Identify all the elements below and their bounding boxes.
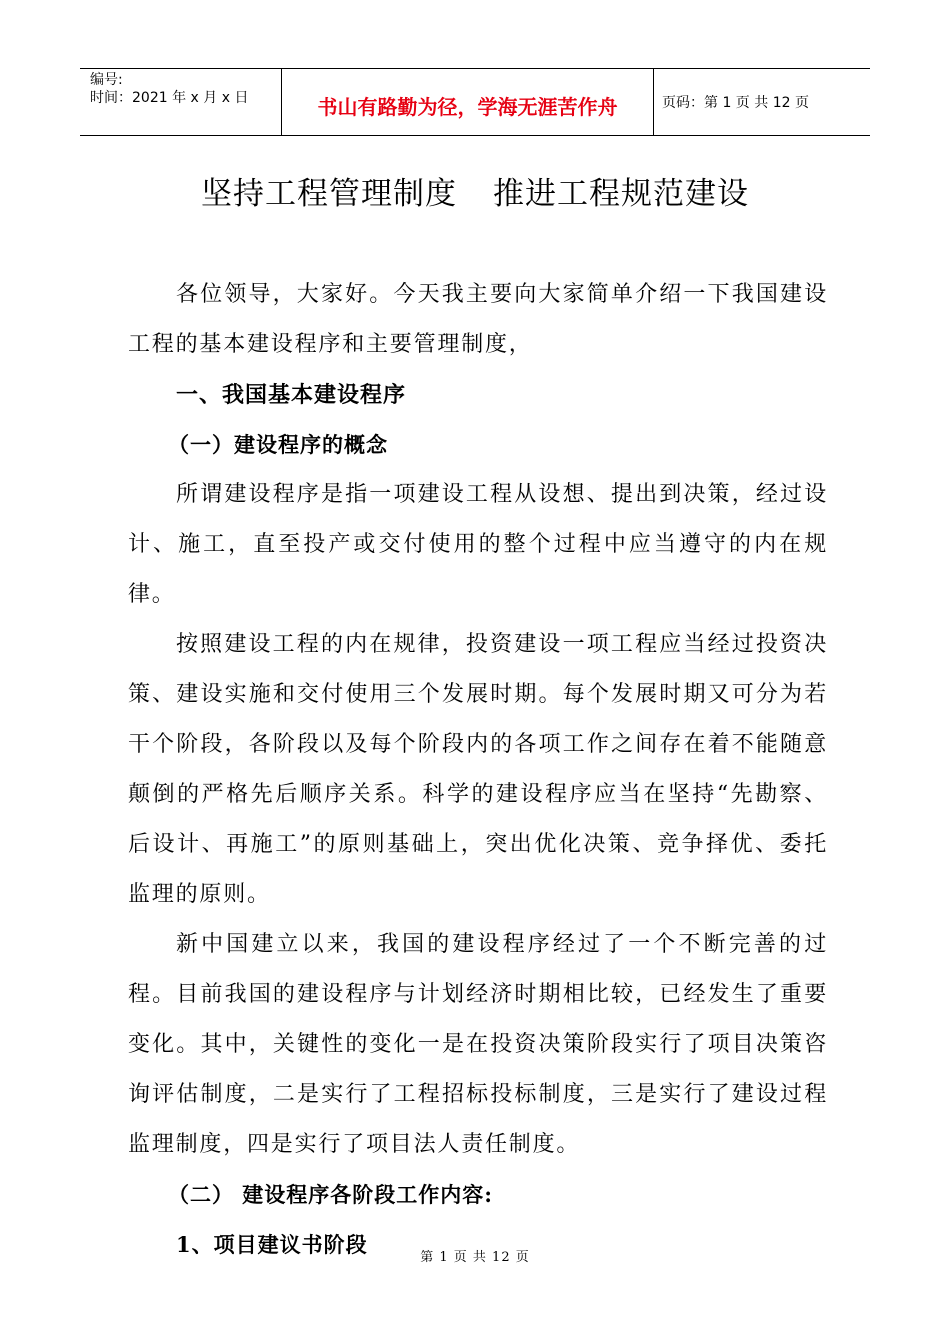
paragraph-3: 新中国建立以来，我国的建设程序经过了一个不断完善的过程。目前我国的建设程序与计划经济时期相比较，已经发生了重要变化。其中，关键性的变化一是在投资决策阶段实行了项目决策咨询评估制度，二是实行了工程招标投标制度，三是实行了建设过程监理制度，四是实行了项目法人责任制度。: [128, 932, 828, 1157]
header-motto: 书山有路勤为径，学海无涯苦作舟: [282, 69, 654, 135]
item-heading-1: 1、项目建议书阶段: [176, 1232, 368, 1257]
title-part-2: 推进工程规范建设: [493, 176, 749, 212]
paragraph-2: 按照建设工程的内在规律，投资建设一项工程应当经过投资决策、建设实施和交付使用三个发展时期。每个发展时期又可分为若干个阶段，各阶段以及每个阶段内的各项工作之间存在着不能随意颠倒的严格先后顺序关系。科学的建设程序应当在坚持“先勘察、后设计、再施工”的原则基础上，突出优化决策、竞争择优、委托监理的原则。: [128, 632, 828, 907]
intro-paragraph: 各位领导，大家好。今天我主要向大家简单介绍一下我国建设工程的基本建设程序和主要管理制度，: [128, 282, 828, 357]
document-number: 编号:: [90, 72, 123, 88]
section-heading-1: 一、我国基本建设程序: [176, 382, 407, 408]
paragraph-1: 所谓建设程序是指一项建设工程从设想、提出到决策，经过设计、施工，直至投产或交付使用的整个过程中应当遵守的内在规律。: [128, 482, 828, 607]
document-body: [128, 270, 828, 1270]
subsection-heading-1: （一）建设程序的概念: [168, 432, 388, 457]
document-time: 时间：2021 年 x 月 x 日: [90, 90, 249, 106]
title-part-1: 坚持工程管理制度: [201, 176, 457, 212]
header-page-info: 页码：第 1 页 共 12 页: [662, 95, 809, 111]
header-meta: [80, 69, 282, 135]
document-header: [80, 68, 870, 136]
document-title: [0, 168, 950, 213]
subsection-heading-2: （二） 建设程序各阶段工作内容:: [168, 1182, 494, 1207]
page-footer: 第 1 页 共 12 页: [420, 1250, 530, 1265]
